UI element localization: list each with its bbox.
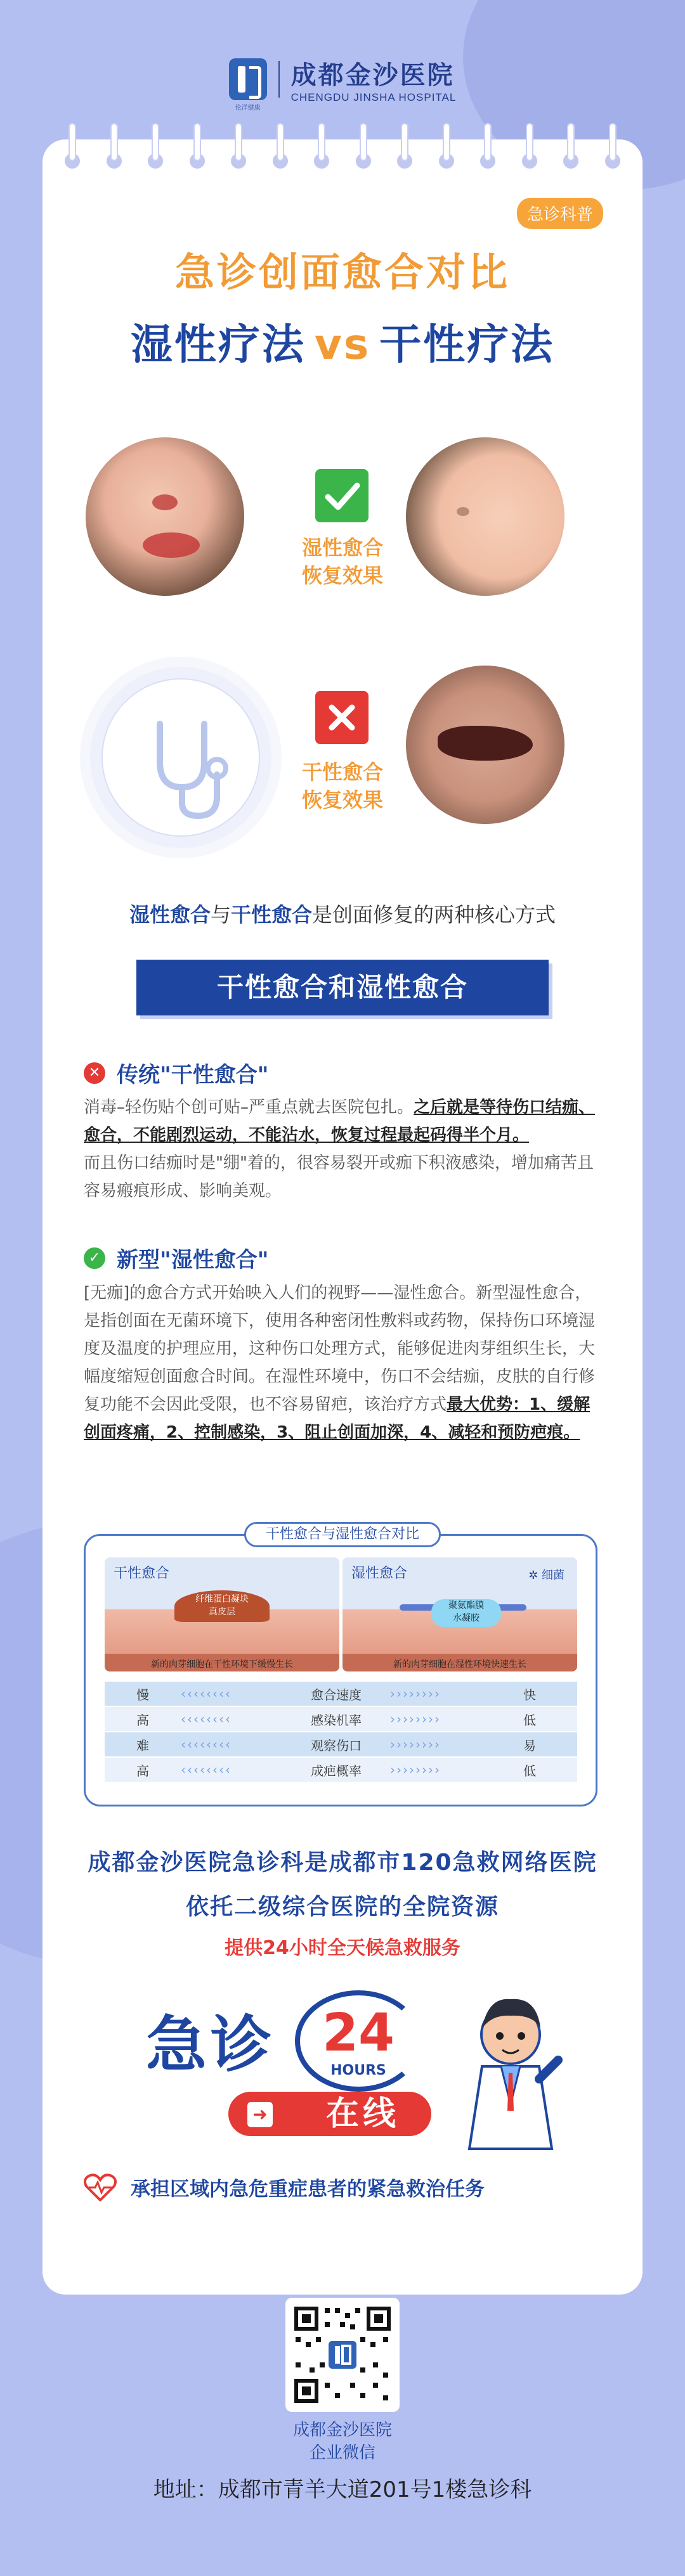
comparison-infographic (84, 1526, 597, 1806)
dry-section-heading: ✕ 传统"干性愈合" (84, 1057, 268, 1088)
emergency-exit-icon: ➜ (247, 2102, 273, 2127)
hospital-name-cn: 成都金沙医院 (290, 60, 455, 90)
wound-photo-scab (406, 666, 564, 824)
dry-effect-label: 干性愈合 恢复效果 (301, 760, 383, 812)
table-row: 高 ‹‹‹‹‹‹‹‹ 成疤概率 ›››››››› 低 (105, 1758, 577, 1783)
wound-photo-before (86, 437, 244, 596)
arrow-left-icon: ‹‹‹‹‹‹‹‹ (181, 1737, 232, 1752)
ring (355, 124, 372, 169)
dry-section-text: 消毒–轻伤贴个创可贴–严重点就去医院包扎。之后就是等待伤口结痂、愈合，不能剧烈运动，不能沾水，恢复过程最起码得半个月。 而且伤口结痂时是"绷"着的，很容易裂开或痂下积液感染，增加痛苦且容易瘢痕形成、影响美观。 (84, 1098, 596, 1201)
ring (479, 124, 497, 169)
arrow-left-icon: ‹‹‹‹‹‹‹‹ (181, 1711, 232, 1727)
arrow-right-icon: ›››››››› (390, 1711, 441, 1727)
wet-effect-label: 湿性愈合 恢复效果 (301, 536, 383, 588)
page-title: 急诊创面愈合对比 (174, 249, 510, 295)
ring (188, 124, 206, 169)
address-text: 地址：成都市青羊大道201号1楼急诊科 (153, 2477, 532, 2502)
service-line-1: 成都金沙医院急诊科是成都市120急救网络医院 (88, 1850, 597, 1876)
table-row: 难 ‹‹‹‹‹‹‹‹ 观察伤口 ›››››››› 易 (105, 1732, 577, 1758)
hospital-name-en: CHENGDU JINSHA HOSPITAL (290, 91, 457, 103)
subtitle-vs: vs (314, 320, 371, 369)
hours-label: HOURS (330, 2063, 386, 2078)
hydrogel-illustration: 聚氨酯膜 水凝胶 (431, 1599, 501, 1627)
hospital-header (0, 51, 685, 112)
arrow-right-icon: ›››››››› (390, 1686, 441, 1701)
cross-icon: ✕ (84, 1062, 105, 1084)
ring (438, 124, 455, 169)
subtitle-right: 干性疗法 (379, 320, 555, 369)
intro-text: 湿性愈合与干性愈合是创面修复的两种核心方式 (129, 903, 556, 927)
service-line-2: 依托二级综合医院的全院资源 (185, 1894, 499, 1920)
emergency-title: 急诊 (146, 2009, 275, 2080)
wet-section-text: [无痂]的愈合方式开始映入人们的视野——湿性愈合。新型湿性愈合，是指创面在无菌环境下，使用各种密闭性敷料或药物，保持伤口环境湿度及温度的护理应用，这种伤口处理方式，能够促进肉芽组织生长，大幅度缩短创面愈合时间。在湿性环境中，伤口不会结痂，皮肤的自行修复功能不会因此受限，也不容易留疤，该治疗方式最大优势：1、缓解创面疼痛，2、控制感染，3、阻止创面加深，4、减轻和预防疤痕。 (84, 1284, 596, 1442)
qr-code[interactable] (285, 2298, 400, 2412)
doctor-illustration (457, 1978, 564, 2155)
ring (105, 124, 123, 169)
hospital-name-block (291, 55, 457, 104)
header-divider (278, 61, 280, 98)
check-icon: ✓ (84, 1247, 105, 1269)
hospital-logo (229, 58, 267, 112)
logo-subtitle: 伦洋健康 (235, 105, 261, 112)
service-line-3: 提供24小时全天候急救服务 (225, 1937, 460, 1959)
binder-rings (63, 124, 622, 181)
cross-icon (315, 691, 369, 744)
ring (604, 124, 622, 169)
hours-number: 24 (322, 2003, 395, 2063)
page-subtitle (0, 311, 685, 371)
ring (230, 124, 247, 169)
comparison-table (105, 1682, 577, 1783)
category-tag: 急诊科普 (517, 198, 603, 229)
subtitle-left: 湿性疗法 (130, 320, 306, 369)
table-row: 慢 ‹‹‹‹‹‹‹‹ 愈合速度 ›››››››› 快 (105, 1682, 577, 1707)
comparison-title: 干性愈合与湿性愈合对比 (244, 1522, 441, 1547)
ring (396, 124, 414, 169)
arrow-right-icon: ›››››››› (390, 1737, 441, 1752)
ring (147, 124, 164, 169)
online-badge: 在线 (228, 2092, 431, 2136)
heartbeat-icon (84, 2174, 117, 2201)
ring (521, 124, 538, 169)
scab-illustration: 纤维蛋白凝块 真皮层 (174, 1590, 270, 1622)
mission-statement: 承担区域内急危重症患者的紧急救治任务 (84, 2173, 485, 2201)
qr-caption: 成都金沙医院 企业微信 (292, 2421, 392, 2463)
ring (271, 124, 289, 169)
wet-healing-diagram: 湿性愈合 ✲ 细菌 聚氨酯膜 水凝胶 新的肉芽细胞在湿性环境快速生长 (342, 1557, 577, 1671)
wet-section-heading: ✓ 新型"湿性愈合" (84, 1242, 268, 1273)
arrow-right-icon: ›››››››› (390, 1762, 441, 1777)
wound-photo-healed (406, 437, 564, 596)
check-icon (315, 469, 369, 522)
ring (562, 124, 580, 169)
arrow-left-icon: ‹‹‹‹‹‹‹‹ (181, 1686, 232, 1701)
ring (63, 124, 81, 169)
stethoscope-icon (101, 678, 260, 837)
arrow-left-icon: ‹‹‹‹‹‹‹‹ (181, 1762, 232, 1777)
ring (313, 124, 330, 169)
dry-healing-diagram: 干性愈合 纤维蛋白凝块 真皮层 新的肉芽细胞在干性环境下缓慢生长 (105, 1557, 339, 1671)
table-row: 高 ‹‹‹‹‹‹‹‹ 感染机率 ›››››››› 低 (105, 1707, 577, 1732)
bacteria-label: ✲ 细菌 (528, 1569, 564, 1582)
section-banner: 干性愈合和湿性愈合 (136, 960, 549, 1015)
